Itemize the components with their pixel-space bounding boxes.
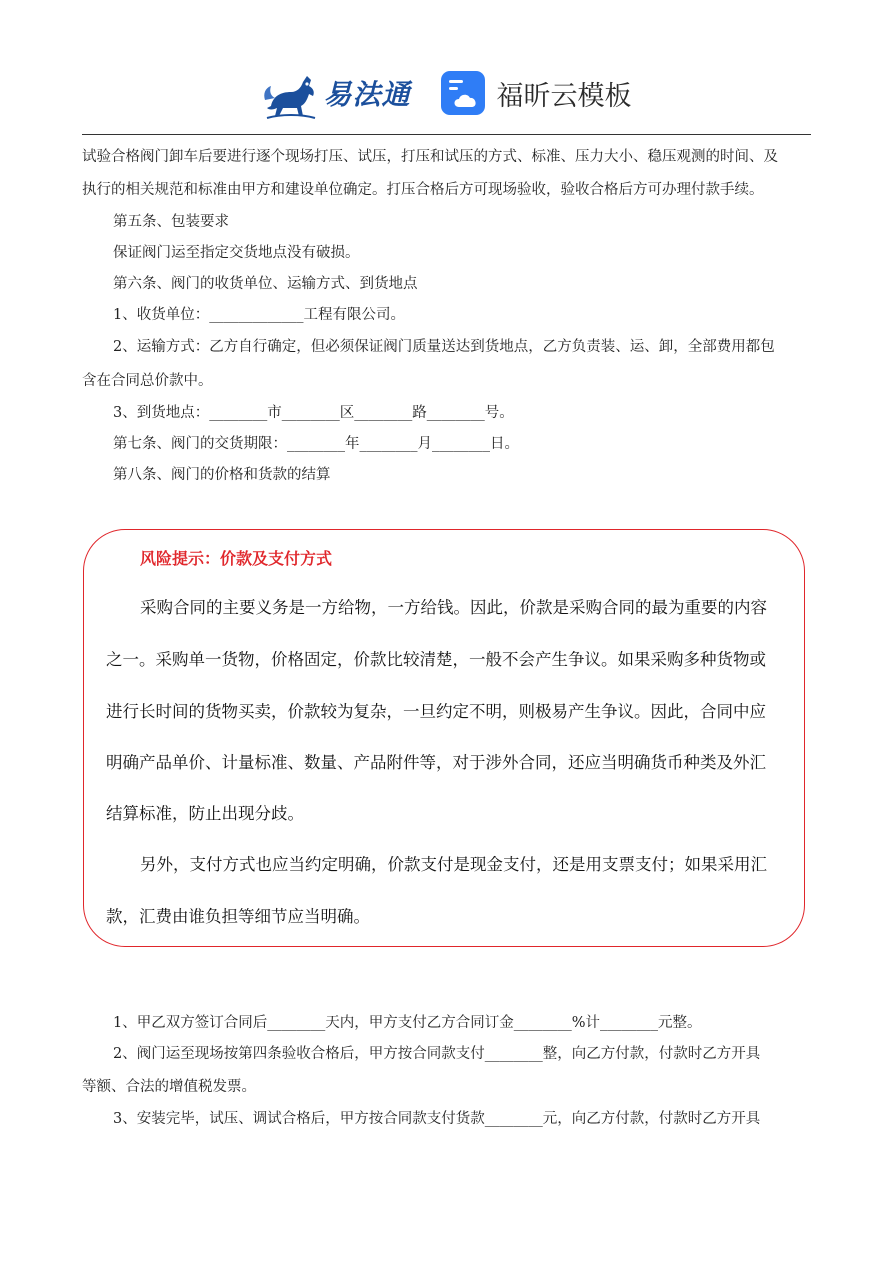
section-heading: 第六条、阀门的收货单位、运输方式、到货地点 (113, 276, 418, 292)
yifatong-logo (261, 66, 410, 120)
paragraph-line: 含在合同总价款中。 (82, 373, 213, 389)
paragraph-line: 2、运输方式：乙方自行确定，但必须保证阀门质量送达到货地点，乙方负责装、运、卸，全部费用都包 (113, 339, 775, 355)
risk-notice-line: 明确产品单价、计量标准、数量、产品附件等，对于涉外合同，还应当明确货币种类及外汇 (106, 753, 766, 772)
cloud-document-icon (439, 69, 487, 117)
risk-notice-line: 进行长时间的货物买卖，价款较为复杂，一旦约定不明，则极易产生争议。因此，合同中应 (106, 702, 766, 721)
paragraph-line: 试验合格阀门卸车后要进行逐个现场打压、试压，打压和试压的方式、标准、压力大小、稳压观测的时间、及 (82, 149, 778, 165)
right-logo-text: 福昕云模板 (496, 80, 632, 112)
risk-notice-title: 风险提示：价款及支付方式 (140, 549, 333, 568)
risk-notice-line: 采购合同的主要义务是一方给物，一方给钱。因此，价款是采购合同的最为重要的内容 (140, 598, 767, 617)
paragraph-line: 2、阀门运至现场按第四条验收合格后，甲方按合同款支付________整，向乙方付款，付款时乙方开具 (113, 1046, 761, 1062)
paragraph-line: 保证阀门运至指定交货地点没有破损。 (113, 245, 360, 261)
risk-notice-line: 另外，支付方式也应当约定明确，价款支付是现金支付，还是用支票支付；如果采用汇 (140, 855, 767, 874)
paragraph-line: 3、到货地点：________市________区________路________号。 (113, 405, 514, 421)
paragraph-line: 3、安装完毕，试压、调试合格后，甲方按合同款支付货款________元，向乙方付款，付款时乙方开具 (113, 1111, 761, 1127)
section-heading: 第八条、阀门的价格和货款的结算 (113, 467, 331, 483)
left-logo-text: 易法通 (323, 78, 411, 111)
foxit-logo (439, 69, 632, 117)
page-header (0, 58, 893, 128)
paragraph-line: 执行的相关规范和标准由甲方和建设单位确定。打压合格后方可现场验收，验收合格后方可办理付款手续。 (82, 182, 764, 198)
paragraph-line: 1、甲乙双方签订合同后________天内，甲方支付乙方合同订金________%计________元整。 (113, 1015, 702, 1031)
section-heading: 第五条、包装要求 (113, 214, 229, 230)
risk-notice-box (83, 529, 805, 947)
horse-logo-icon (261, 66, 319, 120)
risk-notice-line: 之一。采购单一货物，价格固定，价款比较清楚，一般不会产生争议。如果采购多种货物或 (106, 650, 766, 669)
paragraph-line: 1、收货单位：_____________工程有限公司。 (113, 307, 405, 323)
risk-notice-line: 结算标准，防止出现分歧。 (106, 804, 304, 823)
paragraph-line: 等额、合法的增值税发票。 (82, 1079, 256, 1095)
risk-notice-line: 款，汇费由谁负担等细节应当明确。 (106, 907, 370, 926)
header-divider (82, 134, 811, 135)
section-heading: 第七条、阀门的交货期限：________年________月________日。 (113, 436, 519, 452)
